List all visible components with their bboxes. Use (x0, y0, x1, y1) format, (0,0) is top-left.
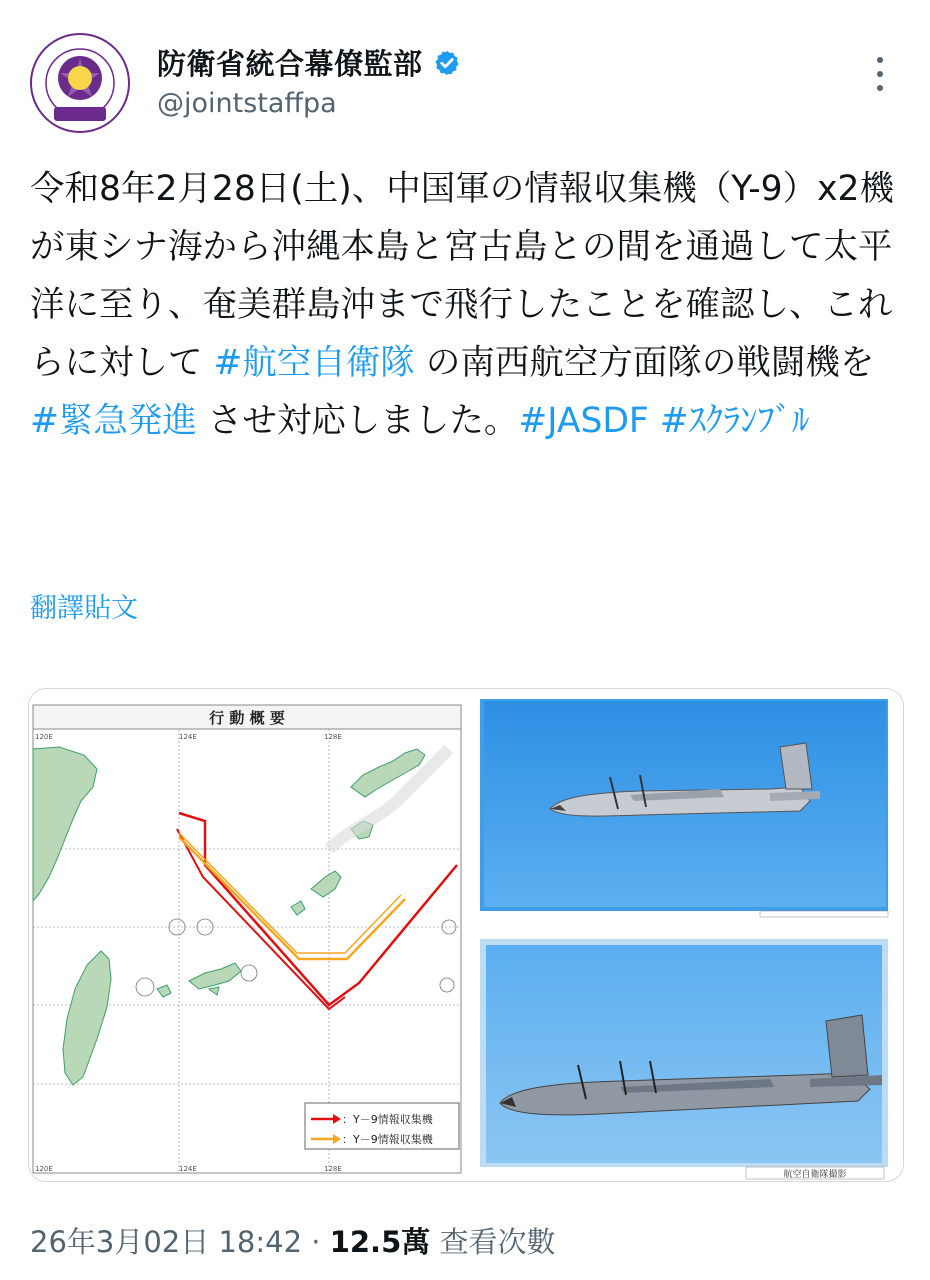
hashtag-link[interactable]: #緊急発進 (30, 401, 197, 441)
aircraft-photos[interactable] (470, 689, 903, 1181)
lon-label-128e: 128E (324, 733, 342, 741)
activity-map-image[interactable] (29, 689, 465, 1181)
tweet-meta (30, 1220, 556, 1261)
views-count: 12.5萬 (329, 1225, 431, 1259)
account-handle[interactable]: @jointstaffpa (157, 88, 337, 119)
tweet-text-segment: させ対応しました。 (196, 401, 519, 441)
jsdf-emblem-icon (30, 33, 130, 133)
hashtag-link[interactable]: #航空自衛隊 (213, 343, 415, 383)
verified-badge-icon (433, 49, 461, 77)
legend-label-orange: ：Y－9情報収集機 (342, 1133, 433, 1146)
lon-label-124e: 124E (179, 733, 197, 741)
map-title: 行 動 概 要 (209, 709, 285, 727)
photo-caption: 航空自衛隊撮影 (783, 1170, 847, 1180)
tweet-timestamp[interactable]: 26年3月02日 18:42 (30, 1225, 303, 1259)
tweet-header (0, 0, 930, 140)
lon-label-120e-bottom: 120E (35, 1165, 53, 1173)
hashtag-link[interactable]: #JASDF (518, 401, 649, 441)
translate-post-link[interactable]: 翻譯貼文 (30, 593, 138, 624)
tweet-text-segment (649, 401, 660, 441)
tweet-body (30, 160, 905, 450)
account-avatar[interactable] (30, 33, 130, 133)
lon-label-120e: 120E (35, 733, 53, 741)
views-label: 查看次數 (439, 1225, 556, 1259)
lon-label-128e-bottom: 128E (324, 1165, 342, 1173)
tweet-text-segment: 令和8年2月28日(土)、中国軍の情報収集機（Y-9）x2機が東シナ海から沖縄本島と宮古島との間を通過して太平洋に至り、奄美群島沖まで飛行したことを確認し、これらに対して (30, 169, 894, 383)
lon-label-124e-bottom: 124E (179, 1165, 197, 1173)
meta-separator: · (302, 1225, 330, 1259)
more-vertical-icon[interactable] (868, 52, 892, 96)
tweet-text-segment: の南西航空方面隊の戦闘機を (414, 343, 875, 383)
display-name[interactable]: 防衛省統合幕僚監部 (157, 47, 423, 81)
hashtag-link[interactable]: #ｽｸﾗﾝﾌﾞﾙ (659, 401, 810, 441)
legend-label-red: ：Y－9情報収集機 (342, 1113, 433, 1126)
tweet-media[interactable] (28, 688, 904, 1182)
